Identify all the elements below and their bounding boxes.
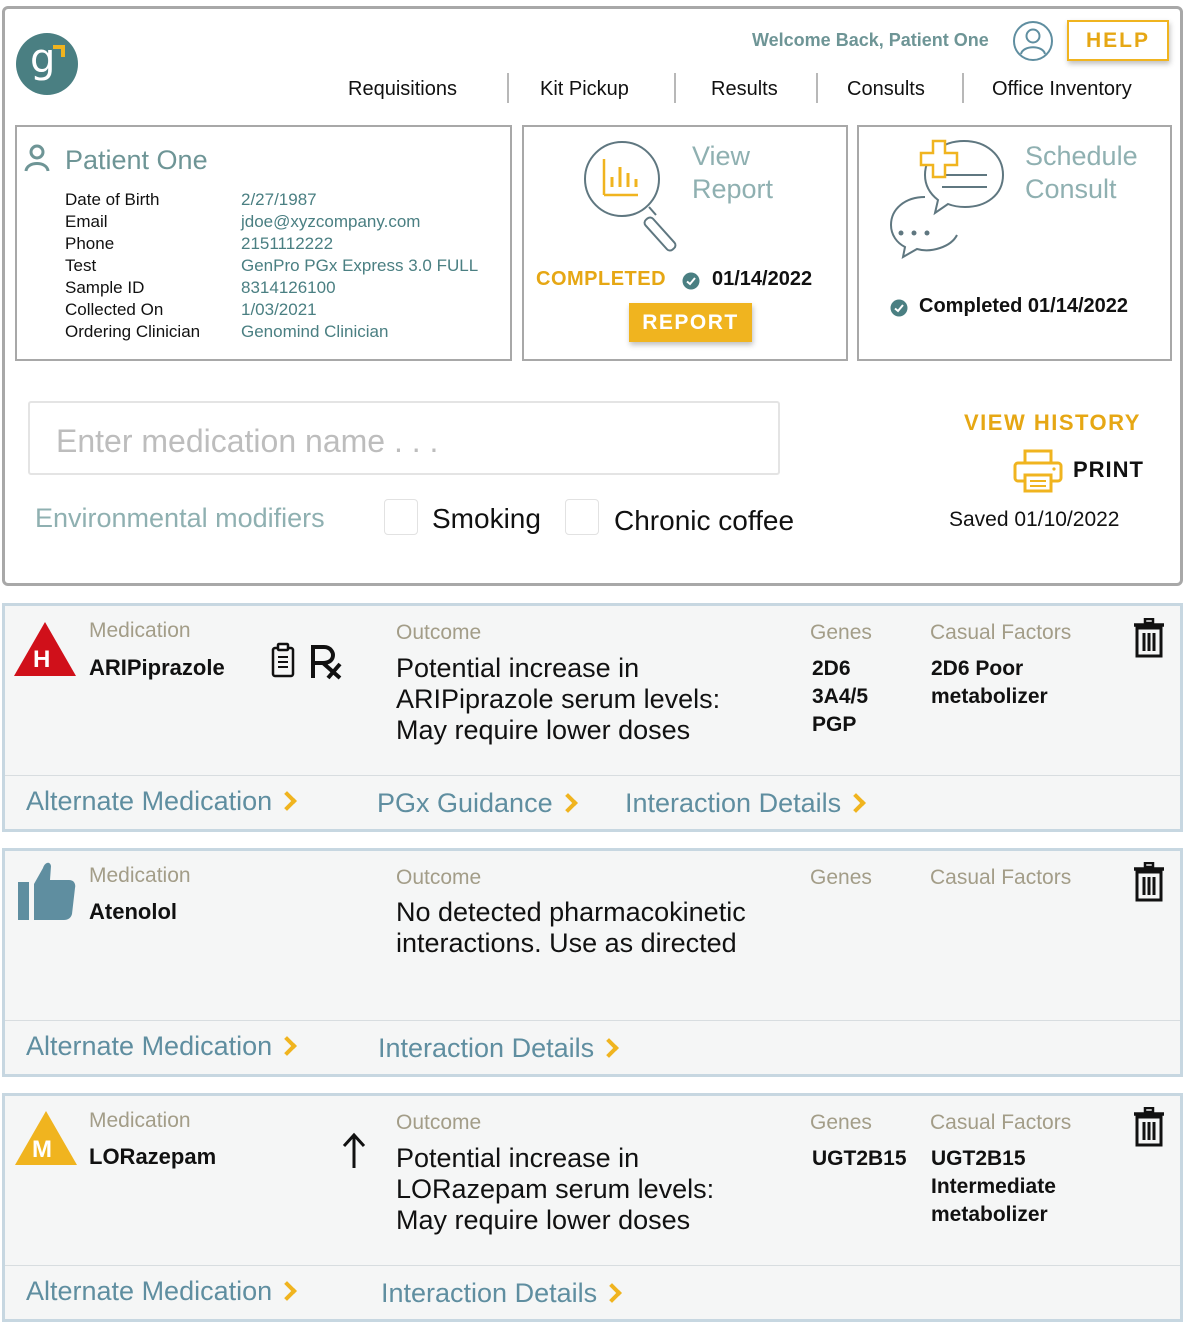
card-divider (5, 1020, 1180, 1021)
smoking-checkbox[interactable] (384, 499, 418, 535)
consult-chat-icon (889, 137, 1007, 259)
nav-separator (507, 73, 509, 103)
test-label: Test (65, 256, 97, 275)
chevron-right-icon (277, 1281, 297, 1301)
patient-name: Patient One (65, 145, 208, 175)
severity-letter-h: H (33, 646, 51, 673)
check-circle-icon (890, 299, 908, 317)
genes-column-label: Genes (810, 1111, 872, 1134)
report-date: 01/14/2022 (712, 268, 813, 290)
medication-search-input[interactable]: Enter medication name . . . (28, 401, 780, 475)
outcome-column-label: Outcome (396, 866, 482, 889)
trash-icon[interactable] (1132, 1107, 1166, 1147)
outcome-line: interactions. Use as directed (396, 928, 737, 958)
outcome-line: LORazepam serum levels: (396, 1174, 715, 1204)
alternate-medication-link[interactable] (26, 1276, 294, 1307)
nav-office-inventory[interactable]: Office Inventory (992, 78, 1132, 100)
outcome-text (396, 897, 796, 959)
nav-consults[interactable]: Consults (847, 78, 925, 100)
link-label[interactable]: Alternate Medication (26, 1276, 273, 1306)
factors-column-label: Casual Factors (930, 866, 1072, 889)
alternate-medication-link[interactable] (26, 1031, 294, 1062)
outcome-text (396, 1143, 796, 1236)
dob-value: 2/27/1987 (241, 190, 317, 209)
nav-separator (674, 73, 676, 103)
collected-on-value: 1/03/2021 (241, 300, 317, 319)
genomind-logo[interactable] (16, 33, 78, 95)
genes-column-label: Genes (810, 621, 872, 644)
consult-status: Completed 01/14/2022 (919, 295, 1128, 317)
person-icon (24, 144, 50, 172)
outcome-line: May require lower doses (396, 1205, 691, 1235)
chevron-right-icon (277, 1036, 297, 1056)
factors-column-label: Casual Factors (930, 621, 1072, 644)
chevron-right-icon (277, 791, 297, 811)
outcome-column-label: Outcome (396, 621, 482, 644)
phone-label: Phone (65, 234, 115, 253)
interaction-details-link[interactable] (378, 1033, 616, 1064)
chronic-coffee-checkbox[interactable] (565, 499, 599, 535)
prescription-rx-icon[interactable] (309, 644, 343, 680)
arrow-up-icon (342, 1132, 366, 1170)
outcome-line: ARIPiprazole serum levels: (396, 684, 721, 714)
test-value: GenPro PGx Express 3.0 FULL (241, 256, 479, 275)
link-label[interactable]: Interaction Details (625, 788, 842, 818)
outcome-text (396, 653, 796, 746)
outcome-line: Potential increase in (396, 1143, 640, 1173)
card-divider (5, 1265, 1180, 1266)
collected-on-label: Collected On (65, 300, 164, 319)
user-account-icon[interactable] (1012, 20, 1054, 62)
genes-list (812, 1145, 907, 1173)
card-divider (5, 775, 1180, 776)
welcome-message: Welcome Back, Patient One (752, 30, 989, 50)
interaction-details-link[interactable] (381, 1278, 619, 1309)
medication-name: ARIPiprazole (89, 655, 225, 680)
alternate-medication-link[interactable] (26, 786, 294, 817)
report-magnifier-chart-icon (580, 137, 695, 259)
factors-list (931, 655, 1048, 711)
phone-value: 2151112222 (241, 234, 334, 253)
logo-arrow-icon (53, 45, 65, 57)
medication-name: LORazepam (89, 1144, 217, 1169)
check-circle-icon (682, 272, 700, 290)
clinician-label: Ordering Clinician (65, 322, 201, 341)
nav-results[interactable]: Results (711, 78, 778, 100)
chronic-coffee-label[interactable]: Chronic coffee (614, 505, 795, 536)
gene-item: 2D6 (812, 657, 851, 680)
link-label[interactable]: Alternate Medication (26, 786, 273, 816)
nav-kit-pickup[interactable]: Kit Pickup (540, 78, 629, 100)
genes-column-label: Genes (810, 866, 872, 889)
factor-item: metabolizer (931, 685, 1048, 708)
medication-column-label: Medication (89, 864, 191, 887)
smoking-label[interactable]: Smoking (432, 503, 541, 534)
gene-item: 3A4/5 (812, 685, 869, 708)
factor-item: Intermediate (931, 1175, 1056, 1198)
link-label[interactable]: Alternate Medication (26, 1031, 273, 1061)
email-value[interactable]: jdoe@xyzcompany.com (241, 212, 421, 231)
link-label[interactable]: Interaction Details (378, 1033, 595, 1063)
link-label[interactable]: Interaction Details (381, 1278, 598, 1308)
chevron-right-icon (602, 1283, 622, 1303)
outcome-line: No detected pharmacokinetic (396, 897, 746, 927)
report-status: COMPLETED (536, 268, 667, 290)
link-label[interactable]: PGx Guidance (377, 788, 553, 818)
sample-id-label: Sample ID (65, 278, 145, 297)
report-button[interactable]: REPORT (629, 303, 752, 342)
severity-letter-m: M (32, 1136, 52, 1163)
nav-separator (962, 73, 964, 103)
factors-list (931, 1145, 1056, 1229)
outcome-line: May require lower doses (396, 715, 691, 745)
saved-date: Saved 01/10/2022 (949, 508, 1120, 531)
schedule-consult-title-line1: Schedule (1025, 141, 1138, 171)
chevron-right-icon (599, 1038, 619, 1058)
print-button-label[interactable]: PRINT (1073, 457, 1144, 482)
medication-name: Atenolol (89, 899, 177, 924)
factor-item: UGT2B15 (931, 1147, 1026, 1170)
view-report-title-line2: Report (692, 174, 774, 204)
pgx-guidance-link[interactable] (377, 788, 575, 819)
help-button[interactable]: HELP (1067, 20, 1169, 61)
clipboard-icon[interactable] (270, 642, 296, 678)
dob-label: Date of Birth (65, 190, 160, 209)
email-label: Email (65, 212, 108, 231)
nav-separator (816, 73, 818, 103)
view-history-link[interactable]: VIEW HISTORY (964, 410, 1141, 435)
genes-list (812, 655, 868, 739)
outcome-line: Potential increase in (396, 653, 640, 683)
gene-item: PGP (812, 713, 857, 736)
factor-item: metabolizer (931, 1203, 1048, 1226)
interaction-details-link[interactable] (625, 788, 863, 819)
medication-column-label: Medication (89, 1109, 191, 1132)
logo-glyph: g (30, 36, 56, 82)
factors-column-label: Casual Factors (930, 1111, 1072, 1134)
gene-item: UGT2B15 (812, 1147, 907, 1170)
trash-icon[interactable] (1132, 618, 1166, 658)
schedule-consult-title-line2: Consult (1025, 174, 1117, 204)
environmental-modifiers-label: Environmental modifiers (35, 503, 325, 533)
printer-icon[interactable] (1012, 449, 1064, 493)
medication-column-label: Medication (89, 619, 191, 642)
nav-requisitions[interactable]: Requisitions (348, 78, 457, 100)
factor-item: 2D6 Poor (931, 657, 1024, 680)
thumbs-up-icon (17, 860, 77, 922)
trash-icon[interactable] (1132, 862, 1166, 902)
outcome-column-label: Outcome (396, 1111, 482, 1134)
chevron-right-icon (558, 793, 578, 813)
view-report-title-line1: View (692, 141, 751, 171)
clinician-value: Genomind Clinician (241, 322, 389, 341)
chevron-right-icon (846, 793, 866, 813)
sample-id-value: 8314126100 (241, 278, 336, 297)
